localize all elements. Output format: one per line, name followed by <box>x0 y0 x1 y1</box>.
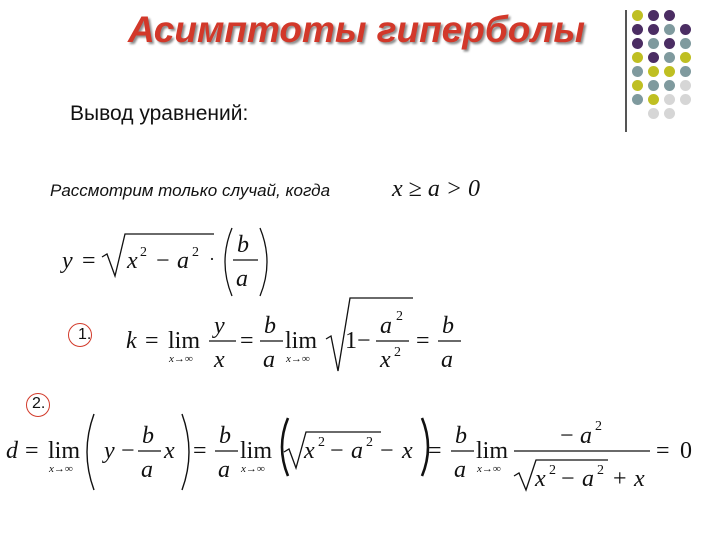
case-text: Рассмотрим только случай, когда <box>50 181 331 200</box>
svg-text:d: d <box>6 438 18 464</box>
svg-text:x: x <box>402 438 413 464</box>
svg-text:lim: lim <box>476 438 509 464</box>
svg-text:=: = <box>145 328 159 354</box>
svg-text:x→∞: x→∞ <box>169 353 193 365</box>
svg-text:a: a <box>582 466 594 492</box>
svg-text:2: 2 <box>549 463 556 478</box>
svg-text:a: a <box>380 313 392 339</box>
svg-text:b: b <box>142 423 154 449</box>
svg-text:lim: lim <box>168 328 201 354</box>
svg-text:·: · <box>209 249 215 269</box>
svg-text:1: 1 <box>345 328 357 354</box>
slide-title: Асимптоты гиперболы <box>128 9 585 50</box>
svg-text:−: − <box>560 423 574 449</box>
svg-text:x: x <box>535 466 546 492</box>
svg-text:y: y <box>214 313 225 339</box>
svg-text:a: a <box>454 457 466 483</box>
svg-text:−: − <box>357 328 371 354</box>
svg-text:x: x <box>634 466 645 492</box>
svg-text:b: b <box>264 313 276 339</box>
svg-text:2: 2 <box>394 345 401 360</box>
svg-text:+: + <box>613 466 627 492</box>
svg-text:0: 0 <box>680 438 692 464</box>
svg-text:lim: lim <box>285 328 318 354</box>
svg-text:y: y <box>62 248 73 274</box>
svg-text:=: = <box>416 328 430 354</box>
svg-text:2: 2 <box>396 309 403 324</box>
svg-text:b: b <box>455 423 467 449</box>
svg-text:a: a <box>236 266 248 292</box>
svg-text:x→∞: x→∞ <box>49 463 73 475</box>
svg-text:=: = <box>193 438 207 464</box>
svg-text:b: b <box>237 232 249 258</box>
svg-text:x→∞: x→∞ <box>241 463 265 475</box>
svg-text:−: − <box>380 438 394 464</box>
section-heading: Вывод уравнений: <box>70 102 249 125</box>
svg-text:=: = <box>25 438 39 464</box>
svg-text:x: x <box>380 347 391 373</box>
svg-text:−: − <box>561 466 575 492</box>
svg-text:x→∞: x→∞ <box>477 463 501 475</box>
svg-text:2: 2 <box>597 463 604 478</box>
svg-text:x: x <box>127 248 138 274</box>
svg-text:−: − <box>330 438 344 464</box>
formula-d <box>6 414 692 492</box>
svg-text:a: a <box>218 457 230 483</box>
svg-text:a: a <box>351 438 363 464</box>
svg-text:=: = <box>240 328 254 354</box>
svg-text:a: a <box>580 423 592 449</box>
svg-text:2: 2 <box>318 435 325 450</box>
svg-text:=: = <box>82 248 96 274</box>
svg-text:a: a <box>177 248 189 274</box>
svg-text:lim: lim <box>48 438 81 464</box>
svg-text:x→∞: x→∞ <box>286 353 310 365</box>
svg-text:x: x <box>214 347 225 373</box>
step-marker-2: 2. <box>32 395 46 412</box>
svg-text:−: − <box>121 438 135 464</box>
svg-text:−: − <box>156 248 170 274</box>
svg-text:2: 2 <box>366 435 373 450</box>
svg-text:y: y <box>104 438 115 464</box>
svg-text:2: 2 <box>140 245 147 260</box>
formula-y <box>60 228 267 296</box>
step-marker-1: 1. <box>78 326 92 343</box>
svg-text:k: k <box>126 328 137 354</box>
svg-text:a: a <box>441 347 453 373</box>
case-condition: x ≥ a > 0 <box>392 176 481 202</box>
svg-text:a: a <box>141 457 153 483</box>
svg-text:=: = <box>428 438 442 464</box>
svg-text:lim: lim <box>240 438 273 464</box>
svg-text:b: b <box>442 313 454 339</box>
svg-text:2: 2 <box>192 245 199 260</box>
svg-text:b: b <box>219 423 231 449</box>
svg-text:2: 2 <box>595 419 602 434</box>
formula-k <box>126 298 461 373</box>
svg-text:x: x <box>304 438 315 464</box>
svg-text:a: a <box>263 347 275 373</box>
svg-text:=: = <box>656 438 670 464</box>
svg-text:x: x <box>164 438 175 464</box>
